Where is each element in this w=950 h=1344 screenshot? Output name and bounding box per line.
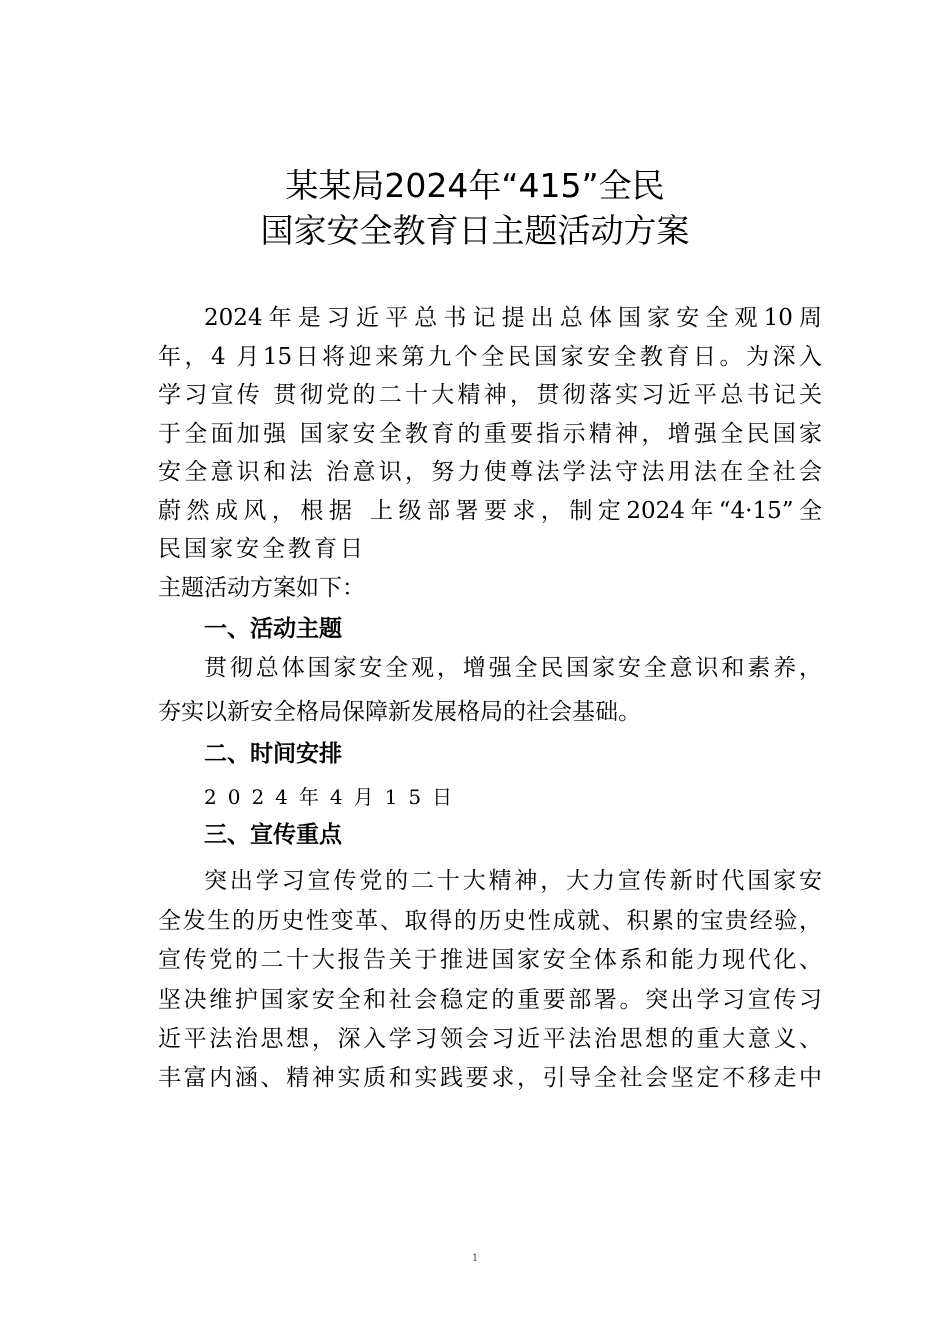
intro-line: 主题活动方案如下：: [158, 575, 365, 601]
section3-line: 宣传党的二十大报告关于推进国家安全体系和能力现代化、: [158, 947, 822, 973]
intro-line: 学习宣传 贯彻党的二十大精神，贯彻落实习近平总书记关: [158, 382, 822, 408]
section3-line: 坚决维护国家安全和社会稳定的重要部署。突出学习宣传习: [158, 987, 822, 1013]
section1-line: 贯彻总体国家安全观，增强全民国家安全意识和素养，: [204, 655, 822, 681]
section-heading-focus: 三、宣传重点: [204, 822, 342, 848]
intro-line: 年，4 月15日将迎来第九个全民国家安全教育日。为深入: [158, 344, 822, 370]
section3-line: 近平法治思想，深入学习领会习近平法治思想的重大意义、: [158, 1026, 822, 1052]
intro-line: 安全意识和法 治意识，努力使尊法学法守法用法在全社会: [158, 459, 822, 485]
section3-line: 全发生的历史性变革、取得的历史性成就、积累的宝贵经验，: [158, 908, 822, 934]
document-title-line2: 国家安全教育日主题活动方案: [260, 211, 690, 250]
section-heading-theme: 一、活动主题: [204, 616, 342, 642]
intro-line: 蔚然成风，根据 上级部署要求，制定2024年“4·15”全: [158, 498, 822, 524]
intro-line: 2024年是习近平总书记提出总体国家安全观10周: [204, 305, 822, 331]
page-number: 1: [471, 1253, 479, 1264]
intro-line: 于全面加强 国家安全教育的重要指示精神，增强全民国家: [158, 421, 822, 447]
section1-line: 夯实以新安全格局保障新发展格局的社会基础。: [158, 699, 641, 725]
document-title-line1: 某某局2024年“415”全民: [285, 166, 665, 205]
intro-line: 民国家安全教育日: [158, 536, 366, 562]
schedule-date: 2024年4月15日: [204, 785, 464, 809]
section3-line: 突出学习宣传党的二十大精神，大力宣传新时代国家安: [204, 868, 822, 894]
section3-line: 丰富内涵、精神实质和实践要求，引导全社会坚定不移走中: [158, 1065, 822, 1091]
section-heading-schedule: 二、时间安排: [204, 741, 342, 767]
